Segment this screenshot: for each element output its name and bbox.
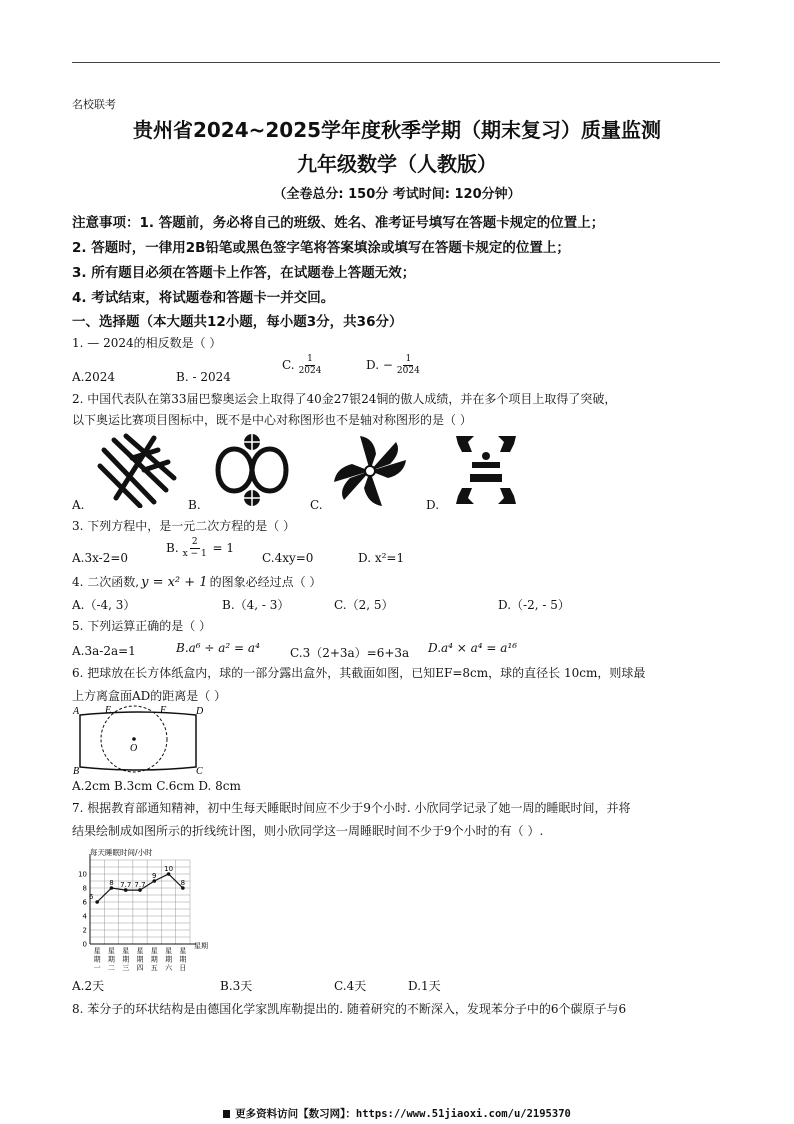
q3-option-d: D. x²=1 bbox=[358, 551, 405, 565]
q3-option-b bbox=[166, 538, 234, 559]
fig-label-a: A bbox=[73, 706, 80, 717]
data-point bbox=[95, 900, 99, 904]
fraction-numerator: 1 bbox=[307, 354, 313, 364]
x-tick-label: 星 bbox=[107, 947, 115, 955]
q6-figure bbox=[72, 704, 204, 776]
q1-option-c-fraction bbox=[297, 355, 324, 376]
question-4-stem bbox=[72, 573, 321, 590]
q6-options: A.2cm B.3cm C.6cm D. 8cm bbox=[72, 779, 241, 793]
x-tick-label: 星 bbox=[179, 947, 187, 955]
q3-option-a: A.3x-2=0 bbox=[72, 551, 129, 565]
fraction-denominator: 2024 bbox=[396, 366, 420, 376]
q5-option-c: C.3（2+3a）=6+3a bbox=[290, 646, 410, 660]
fig-label-c: C bbox=[196, 766, 203, 776]
q2-label-b: B. bbox=[188, 498, 201, 512]
q7-option-d: D.1天 bbox=[408, 979, 441, 993]
page-title: 贵州省2024~2025学年度秋季学期（期末复习）质量监测 bbox=[132, 118, 662, 142]
question-6-line-1: 6. 把球放在长方体纸盒内，球的一部分露出盒外，其截面如图，已知EF=8cm，球的直径长 10cm，则球最 bbox=[72, 666, 646, 680]
q5-option-d: D.a⁴ × a⁴ = a¹⁶ bbox=[428, 641, 518, 655]
q3-option-b-prefix: B. bbox=[166, 541, 179, 555]
x-tick-label: 一 bbox=[93, 964, 101, 972]
x-tick-label: 四 bbox=[136, 964, 144, 972]
section-heading: 一、选择题（本大题共12小题，每小题3分，共36分） bbox=[72, 314, 403, 330]
q4-option-a: A.（-4, 3） bbox=[72, 598, 136, 612]
q4-option-c: C.（2, 5） bbox=[334, 598, 394, 612]
note-line: 4. 考试结束，将试题卷和答题卡一并交回。 bbox=[72, 290, 335, 306]
note-line: 2. 答题时，一律用2B铅笔或黑色签字笔将答案填涂或填写在答题卡规定的位置上； bbox=[72, 240, 570, 256]
question-2-line-2: 以下奥运比赛项目图标中，既不是中心对称图形也不是轴对称图形的是（ ） bbox=[72, 413, 472, 427]
footer-link[interactable]: 更多资料访问【数习网】：https://www.51jiaoxi.com/u/2195370 bbox=[235, 1108, 571, 1120]
note-line: 3. 所有题目必须在答题卡上作答，在试题卷上答题无效； bbox=[72, 265, 416, 281]
fraction-denominator: x − 1 bbox=[182, 549, 207, 559]
question-1-stem: 1. — 2024的相反数是（ ） bbox=[72, 336, 222, 350]
x-tick-label: 期 bbox=[150, 955, 158, 964]
chart-ticks bbox=[78, 871, 186, 973]
x-tick-label: 期 bbox=[107, 955, 115, 964]
q3-option-c: C.4xy=0 bbox=[262, 551, 314, 565]
q4-option-b: B.（4, - 3） bbox=[222, 598, 290, 612]
x-tick-label: 星 bbox=[93, 947, 101, 955]
q1-option-c bbox=[282, 355, 323, 376]
data-label: 6 bbox=[88, 893, 94, 901]
q4-stem-prefix: 4. 二次函数, bbox=[72, 575, 140, 589]
x-tick-label: 期 bbox=[165, 955, 173, 964]
x-tick-label: 期 bbox=[93, 955, 101, 964]
fraction-numerator: 1 bbox=[405, 354, 412, 364]
y-tick-label: 2 bbox=[82, 926, 87, 935]
q7-option-a: A.2天 bbox=[72, 979, 105, 993]
x-tick-label: 星 bbox=[136, 947, 144, 955]
page-subtitle: 九年级数学（人教版） bbox=[297, 152, 497, 176]
fig-label-f: F bbox=[160, 705, 167, 716]
x-tick-label: 五 bbox=[150, 964, 158, 972]
question-6-line-2: 上方离盒面AD的距离是（ ） bbox=[72, 689, 227, 703]
chart-marks bbox=[89, 865, 185, 904]
fig-label-o: O bbox=[130, 743, 138, 754]
question-7-line-2: 结果绘制成如图所示的折线统计图，则小欣同学这一周睡眠时间不少于9个小时的有（ ）. bbox=[72, 824, 544, 838]
q1-option-c-prefix: C. bbox=[282, 358, 295, 372]
y-tick-label: 10 bbox=[78, 870, 87, 879]
chart-grid bbox=[90, 860, 190, 944]
q2-label-d: D. bbox=[426, 498, 440, 512]
y-tick-label: 4 bbox=[82, 912, 87, 921]
q3-option-b-suffix: = 1 bbox=[208, 541, 235, 555]
q7-option-b: B.3天 bbox=[220, 979, 253, 993]
x-tick-label: 星 bbox=[122, 947, 130, 955]
data-label: 10 bbox=[164, 865, 174, 873]
x-tick-label: 期 bbox=[136, 955, 144, 964]
q1-option-d bbox=[366, 355, 422, 376]
q5-option-a: A.3a-2a=1 bbox=[72, 644, 136, 658]
q4-option-d: D.（-2, - 5） bbox=[498, 598, 570, 612]
q4-stem-suffix: 的图象必经过点（ ） bbox=[209, 575, 322, 589]
data-label: 9 bbox=[152, 872, 157, 880]
x-tick-label: 星 bbox=[165, 947, 173, 955]
olympic-icon-a bbox=[96, 432, 178, 508]
q4-formula: y = x² + 1 bbox=[141, 575, 208, 590]
data-label: 7.7 bbox=[120, 881, 132, 890]
q2-label-c: C. bbox=[310, 498, 323, 512]
question-2-line-1: 2. 中国代表队在第33届巴黎奥运会上取得了40金27银24铜的傲人成绩，并在多个项目上取得了突破， bbox=[72, 392, 617, 406]
q1-option-a: A.2024 bbox=[72, 370, 116, 384]
fraction-denominator: 2024 bbox=[298, 366, 322, 376]
x-tick-label: 三 bbox=[122, 964, 130, 972]
x-tick-label: 日 bbox=[179, 964, 187, 972]
x-tick-label: 六 bbox=[165, 964, 173, 972]
y-tick-label: 6 bbox=[82, 898, 87, 907]
flag-icon bbox=[223, 1110, 230, 1118]
q1-option-b: B. - 2024 bbox=[176, 370, 231, 384]
x-tick-label: 星 bbox=[150, 947, 158, 955]
question-7-line-1: 7. 根据教育部通知精神，初中生每天睡眠时间应不少于9个小时. 小欣同学记录了她一周的睡眠时间，并将 bbox=[72, 801, 631, 815]
exam-meta: （全卷总分: 150分 考试时间: 120分钟） bbox=[273, 187, 521, 202]
top-rule bbox=[72, 62, 720, 63]
fig-label-b: B bbox=[73, 766, 80, 776]
q2-label-a: A. bbox=[72, 498, 85, 512]
x-tick-label: 期 bbox=[179, 955, 187, 964]
data-label: 8 bbox=[109, 879, 114, 887]
q5-option-b: B.a⁶ ÷ a² = a⁴ bbox=[176, 641, 260, 655]
fig-label-e: E bbox=[105, 705, 112, 716]
chart-axes bbox=[90, 854, 196, 944]
chart-x-axis-label: 星期 bbox=[194, 942, 208, 950]
question-3-stem: 3. 下列方程中，是一元二次方程的是（ ） bbox=[72, 519, 296, 533]
x-tick-label: 期 bbox=[122, 955, 130, 964]
olympic-icon-c bbox=[330, 432, 410, 510]
y-tick-label: 0 bbox=[82, 940, 87, 949]
x-tick-label: 二 bbox=[107, 964, 115, 972]
q1-option-d-fraction bbox=[395, 355, 422, 376]
note-line: 注意事项：1. 答题前，务必将自己的班级、姓名、准考证号填写在答题卡规定的位置上； bbox=[72, 215, 605, 231]
data-label: 7.7 bbox=[134, 881, 146, 890]
y-tick-label: 8 bbox=[82, 884, 87, 893]
chart-title: 每天睡眠时间/小时 bbox=[90, 848, 153, 857]
question-8-line-1: 8. 苯分子的环状结构是由德国化学家凯库勒提出的. 随着研究的不断深入，发现苯分子中的6个碳原子与6 bbox=[72, 1002, 627, 1016]
olympic-icon-b bbox=[210, 432, 294, 508]
q7-option-c: C.4天 bbox=[334, 979, 367, 993]
exam-tag: 名校联考 bbox=[72, 98, 116, 111]
q1-option-d-prefix: D. − bbox=[366, 358, 393, 372]
q3-option-b-fraction bbox=[181, 538, 209, 559]
data-label: 8 bbox=[180, 879, 186, 887]
footer bbox=[0, 1106, 794, 1121]
olympic-icon-d bbox=[450, 432, 522, 508]
fig-label-d: D bbox=[196, 706, 204, 717]
fraction-numerator: 2 bbox=[191, 537, 198, 547]
sleep-line-chart bbox=[72, 844, 212, 976]
question-5-stem: 5. 下列运算正确的是（ ） bbox=[72, 619, 212, 633]
